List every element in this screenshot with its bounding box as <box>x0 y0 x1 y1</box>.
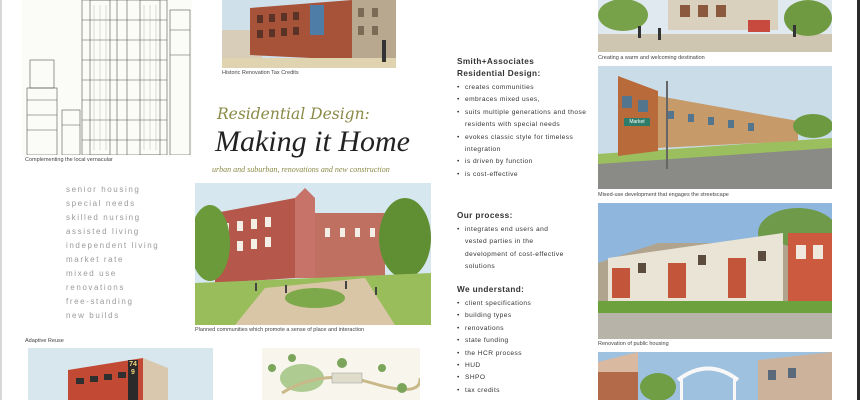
service-item: renovations <box>66 283 125 292</box>
mixed-use-image <box>598 66 832 189</box>
list-item: • client specifications <box>457 298 597 310</box>
list-item: • creates communities <box>457 82 595 94</box>
vernacular-sketch-image <box>22 0 192 155</box>
process-heading: Our process: <box>457 211 513 220</box>
list-item: • tax credits <box>457 385 597 397</box>
services-list <box>66 183 159 323</box>
page-subtitle: urban and suburban, renovations and new construction <box>212 164 390 174</box>
service-item: mixed use <box>66 269 117 278</box>
list-item: • renovations <box>457 323 597 335</box>
list-item: • building types <box>457 310 597 322</box>
adaptive-reuse-image <box>28 348 213 400</box>
gazebo-housing-image <box>598 352 832 400</box>
residential-heading-line2: Residential Design: <box>457 69 541 78</box>
title-block <box>212 107 442 174</box>
service-item: independent living <box>66 241 160 250</box>
caption-public: Renovation of public housing <box>598 341 669 347</box>
list-item: • is cost-effective <box>457 169 595 181</box>
list-item: • SHPO <box>457 372 597 384</box>
list-item: • suits multiple generations and those residents with special needs <box>457 107 595 132</box>
process-section <box>457 210 597 274</box>
list-item: • HUD <box>457 360 597 372</box>
understand-heading: We understand: <box>457 285 525 294</box>
understand-list <box>457 298 597 397</box>
courtyard-image <box>195 183 431 325</box>
caption-mixed: Mixed-use development that engages the streetscape <box>598 192 729 198</box>
service-item: free-standing <box>66 297 134 306</box>
page-edge-left <box>0 0 2 400</box>
storefront-sign: Market <box>629 119 645 125</box>
historic-renovation-image <box>222 0 396 68</box>
residential-list <box>457 82 595 181</box>
service-item: special needs <box>66 199 136 208</box>
service-item: senior housing <box>66 185 141 194</box>
title-line1: Residential Design: <box>217 105 370 123</box>
public-housing-image <box>598 203 832 339</box>
caption-adaptive: Adaptive Reuse <box>25 338 64 344</box>
warm-destination-image <box>598 0 832 52</box>
service-item: market rate <box>66 255 125 264</box>
building-number: 749 <box>129 361 137 376</box>
list-item: • evokes classic style for timeless integration <box>457 132 595 157</box>
service-item: new builds <box>66 311 120 320</box>
process-list <box>457 224 567 274</box>
caption-warm: Creating a warm and welcoming destination <box>598 55 705 61</box>
caption-historic: Historic Renovation Tax Credits <box>222 70 299 76</box>
site-plan-image <box>262 348 420 400</box>
understand-section <box>457 284 597 397</box>
page-title: Making it Home <box>215 124 410 158</box>
list-item: • the HCR process <box>457 348 597 360</box>
caption-sketch: Complementing the local vernacular <box>25 157 113 163</box>
list-item: • is driven by function <box>457 156 595 168</box>
residential-design-section <box>457 56 597 181</box>
service-item: skilled nursing <box>66 213 141 222</box>
residential-heading-line1: Smith+Associates <box>457 57 535 66</box>
service-item: assisted living <box>66 227 140 236</box>
caption-courtyard: Planned communities which promote a sense of place and interaction <box>195 327 365 333</box>
list-item: • integrates end users and vested parties in the development of cost-effective solutions <box>457 224 567 274</box>
list-item: • state funding <box>457 335 597 347</box>
list-item: • embraces mixed uses, <box>457 94 595 106</box>
